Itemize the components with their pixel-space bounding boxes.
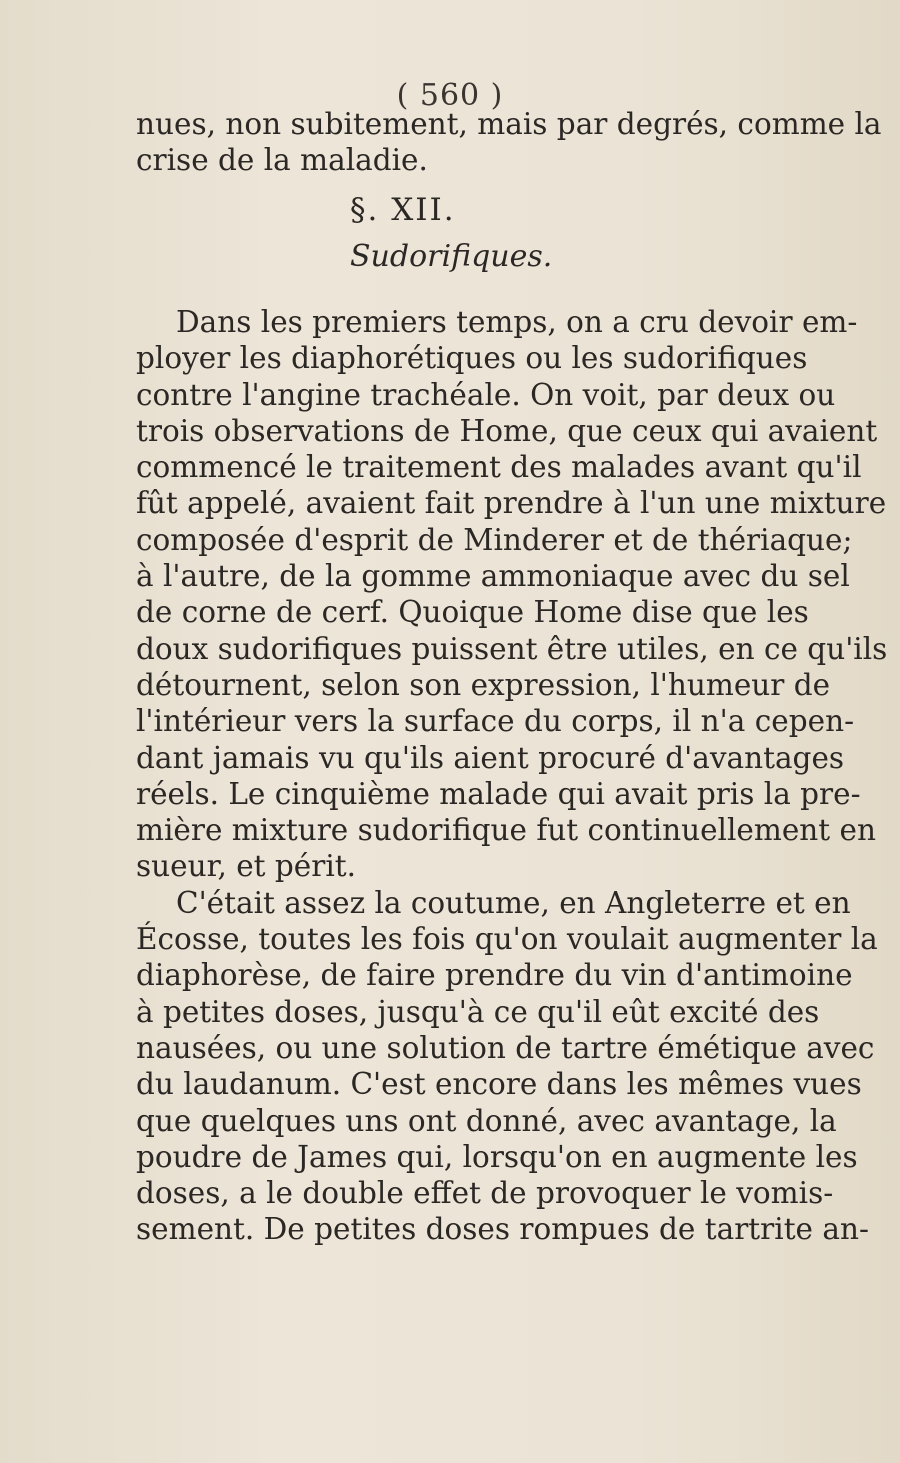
text-line: réels. Le cinquième malade qui avait pris la pre- — [136, 776, 861, 811]
text-line: Dans les premiers temps, on a cru devoir em- — [176, 305, 858, 339]
text-line: nues, non subitement, mais par degrés, comme la — [136, 107, 882, 141]
text-line: l'intérieur vers la surface du corps, il n'a cepen- — [136, 704, 855, 739]
text-line: doses, a le double effet de provoquer le vomis- — [136, 1176, 834, 1211]
text-line: de corne de cerf. Quoique Home dise que les — [136, 595, 809, 630]
text-line: commencé le traitement des malades avant qu'il — [136, 450, 862, 485]
text-line: ployer les diaphorétiques ou les sudorifiques — [136, 341, 808, 376]
text-line: à petites doses, jusqu'à ce qu'il eût excité des — [136, 994, 820, 1029]
text-line: sement. De petites doses rompues de tartrite an- — [136, 1212, 869, 1247]
text-line: Écosse, toutes les fois qu'on voulait augmenter la — [136, 922, 878, 957]
paragraph-sudorifiques — [136, 304, 888, 1248]
text-line: à l'autre, de la gomme ammoniaque avec du sel — [136, 559, 850, 594]
text-line: du laudanum. C'est encore dans les mêmes vues — [136, 1067, 862, 1102]
text-line: crise de la maladie. — [136, 143, 428, 178]
text-line: diaphorèse, de faire prendre du vin d'antimoine — [136, 958, 853, 993]
section-title: Sudorifiques. — [350, 239, 553, 274]
text-line: détournent, selon son expression, l'humeur de — [136, 667, 831, 702]
text-line: fût appelé, avaient fait prendre à l'un une mixture — [136, 486, 887, 521]
text-line: nausées, ou une solution de tartre émétique avec — [136, 1030, 875, 1065]
text-line: contre l'angine trachéale. On voit, par deux ou — [136, 377, 836, 412]
text-line: sueur, et périt. — [136, 849, 357, 884]
section-heading: §. XII. — [350, 192, 456, 228]
text-line: poudre de James qui, lorsqu'on en augmente les — [136, 1139, 858, 1174]
text-line: doux sudorifiques puissent être utiles, en ce qu'ils — [136, 631, 888, 666]
text-line: C'était assez la coutume, en Angleterre et en — [176, 885, 851, 920]
text-line: que quelques uns ont donné, avec avantage, la — [136, 1103, 837, 1138]
text-line: composée d'esprit de Minderer et de thériaque; — [136, 522, 853, 557]
page-number: ( 560 ) — [396, 78, 504, 113]
text-line: trois observations de Home, que ceux qui avaient — [136, 413, 878, 448]
text-line: dant jamais vu qu'ils aient procuré d'avantages — [136, 740, 845, 775]
text-line: mière mixture sudorifique fut continuellement en — [136, 813, 876, 848]
continuation-text — [136, 106, 882, 179]
